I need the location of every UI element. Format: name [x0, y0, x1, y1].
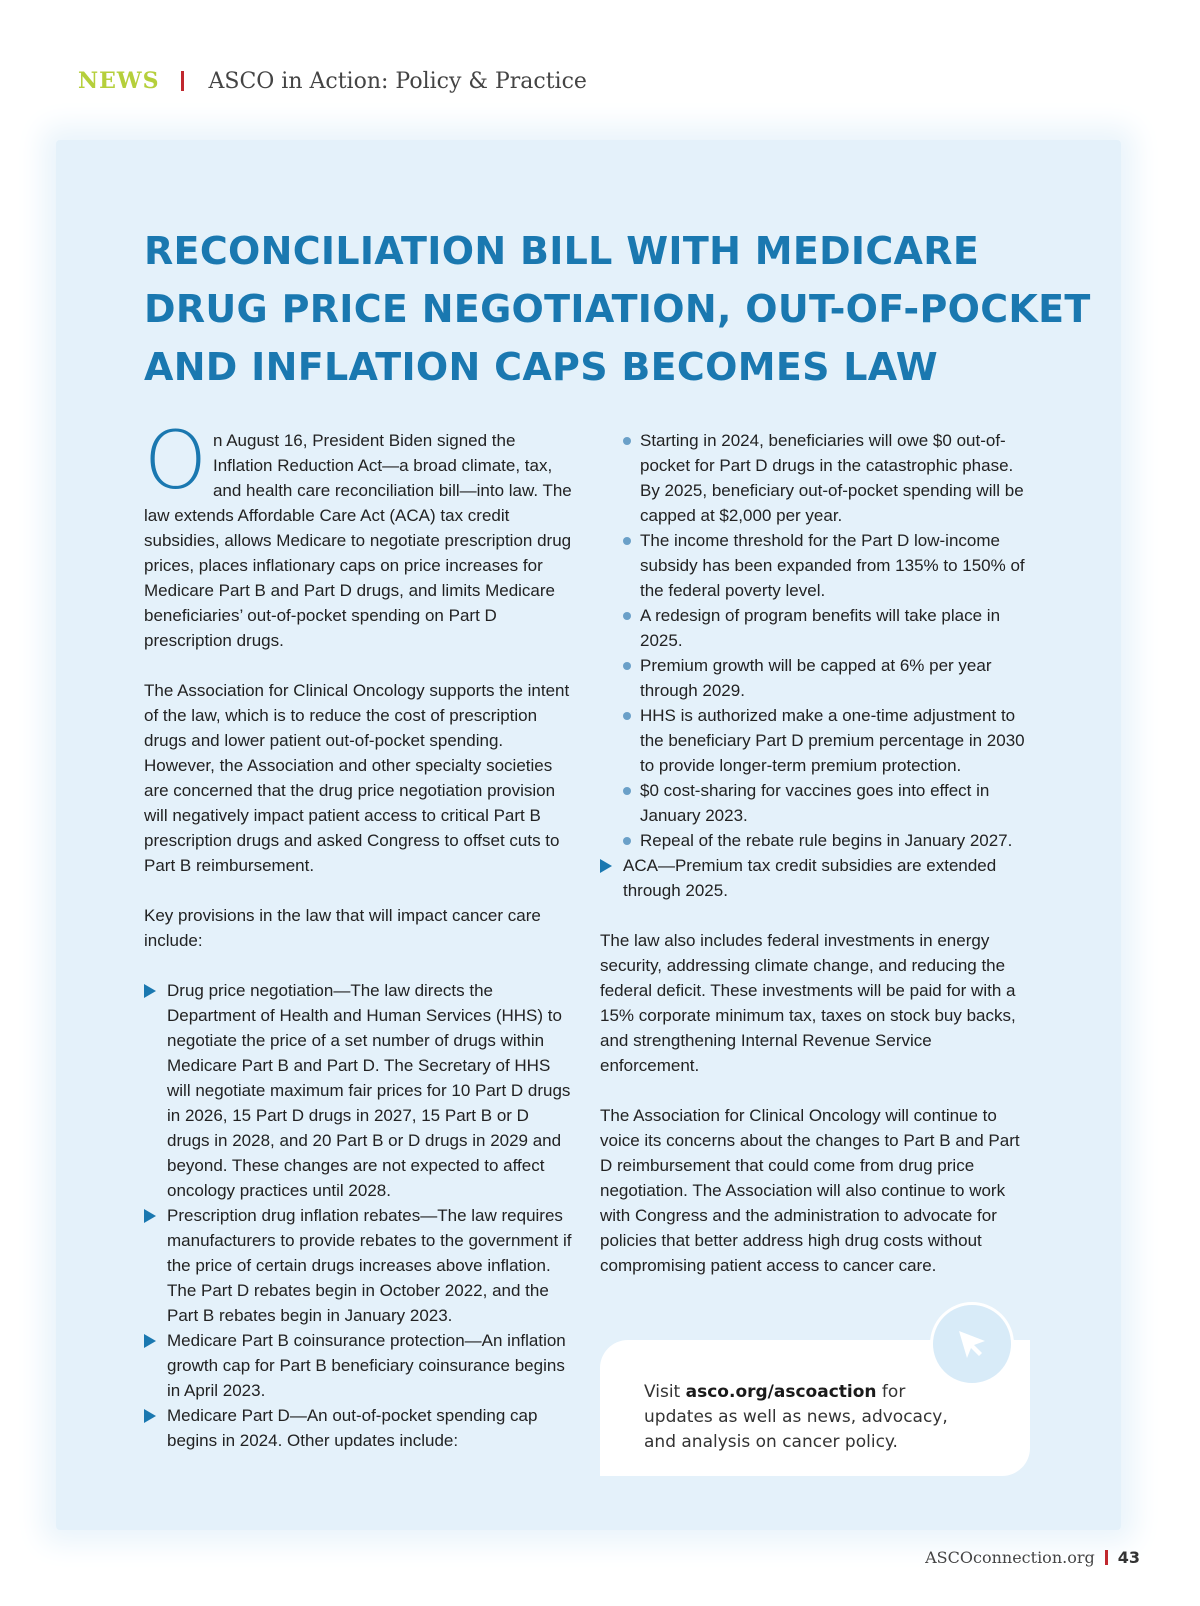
list-item: Medicare Part B coinsurance protection—An inflation growth cap for Part B beneficiary coinsurance begins in April 2023.: [144, 1328, 574, 1403]
list-item: Starting in 2024, beneficiaries will owe $0 out-of-pocket for Part D drugs in the catastrophic phase. By 2025, beneficiary out-of-pocket spending will be capped at $2,000 per year.: [600, 428, 1030, 528]
list-item: A redesign of program benefits will take place in 2025.: [600, 603, 1030, 653]
callout-suffix: for updates as well as news, advocacy, and analysis on cancer policy.: [644, 1382, 948, 1452]
page-number: 43: [1117, 1548, 1140, 1567]
list-item: Drug price negotiation—The law directs the Department of Health and Human Services (HHS) to negotiate the price of a set number of drugs within Medicare Part B and Part D. The Secretary of HHS will negotiate maximum fair prices for 10 Part D drugs in 2026, 15 Part D drugs in 2027, 15 Part B or D drugs in 2028, and 20 Part B or D drugs in 2029 and beyond. These changes are not expected to affect oncology practices until 2028.: [144, 978, 574, 1203]
provisions-list: [144, 978, 574, 1453]
callout-link[interactable]: asco.org/ascoaction: [685, 1382, 877, 1402]
investments-paragraph: The law also includes federal investments in energy security, addressing climate change, and reducing the federal deficit. These investments will be paid for with a 15% corporate minimum tax, taxes on stock buy backs, and strengthening Internal Revenue Service enforcement.: [600, 931, 1016, 1075]
list-item: Repeal of the rebate rule begins in January 2027.: [600, 828, 1030, 853]
list-item: Premium growth will be capped at 6% per year through 2029.: [600, 653, 1030, 703]
part-d-updates-list: [600, 428, 1030, 853]
continue-paragraph: The Association for Clinical Oncology will continue to voice its concerns about the changes to Part B and Part D reimbursement that could come from drug price negotiation. The Association will also continue to work with Congress and the administration to advocate for policies that better address high drug costs without compromising patient access to cancer care.: [600, 1106, 1020, 1275]
callout-prefix: Visit: [644, 1382, 686, 1402]
section-title: ASCO in Action: Policy & Practice: [208, 68, 587, 94]
intro-paragraph: [144, 414, 574, 653]
list-item: ACA—Premium tax credit subsidies are extended through 2025.: [600, 853, 1030, 903]
list-item: Medicare Part D—An out-of-pocket spending cap begins in 2024. Other updates include:: [144, 1403, 574, 1453]
section-tag: NEWS: [78, 68, 160, 94]
right-column: [600, 428, 1030, 1303]
footer-separator: [1105, 1550, 1108, 1565]
cursor-arrow-icon-glyph: [955, 1327, 989, 1361]
left-column: [144, 414, 574, 1453]
list-item: Prescription drug inflation rebates—The law requires manufacturers to provide rebates to the government if the price of certain drugs increases above inflation. The Part D rebates begin in October 2022, and the Part B rebates begin in January 2023.: [144, 1203, 574, 1328]
cursor-arrow-icon: [930, 1302, 1014, 1386]
support-paragraph: The Association for Clinical Oncology supports the intent of the law, which is to reduce the cost of prescription drugs and lower patient out-of-pocket spending. However, the Association and other specialty societies are concerned that the drug price negotiation provision will negatively impact patient access to critical Part B prescription drugs and asked Congress to offset cuts to Part B reimbursement.: [144, 681, 570, 875]
article-headline: RECONCILIATION BILL WITH MEDICARE DRUG PRICE NEGOTIATION, OUT-OF-POCKET AND INFLATION CAPS BECOMES LAW: [144, 229, 1091, 389]
aca-list: [600, 853, 1030, 903]
drop-cap: O: [144, 414, 207, 507]
list-item: $0 cost-sharing for vaccines goes into effect in January 2023.: [600, 778, 1030, 828]
list-item: HHS is authorized make a one-time adjustment to the beneficiary Part D premium percentage in 2030 to provide longer-term premium protection.: [600, 703, 1030, 778]
callout-text: [644, 1380, 964, 1455]
intro-text: n August 16, President Biden signed the Inflation Reduction Act—a broad climate, tax, and health care reconciliation bill—into law. The law extends Affordable Care Act (ACA) tax credit subsidies, allows Medicare to negotiate prescription drug prices, places inflationary caps on price increases for Medicare Part B and Part D drugs, and limits Medicare beneficiaries’ out-of-pocket spending on Part D prescription drugs.: [144, 431, 572, 650]
provisions-intro: Key provisions in the law that will impact cancer care include:: [144, 906, 541, 950]
page-footer: [925, 1548, 1140, 1567]
footer-site: ASCOconnection.org: [925, 1548, 1095, 1567]
header-separator: [181, 71, 184, 91]
list-item: The income threshold for the Part D low-income subsidy has been expanded from 135% to 150% of the federal poverty level.: [600, 528, 1030, 603]
running-head: [78, 68, 587, 94]
